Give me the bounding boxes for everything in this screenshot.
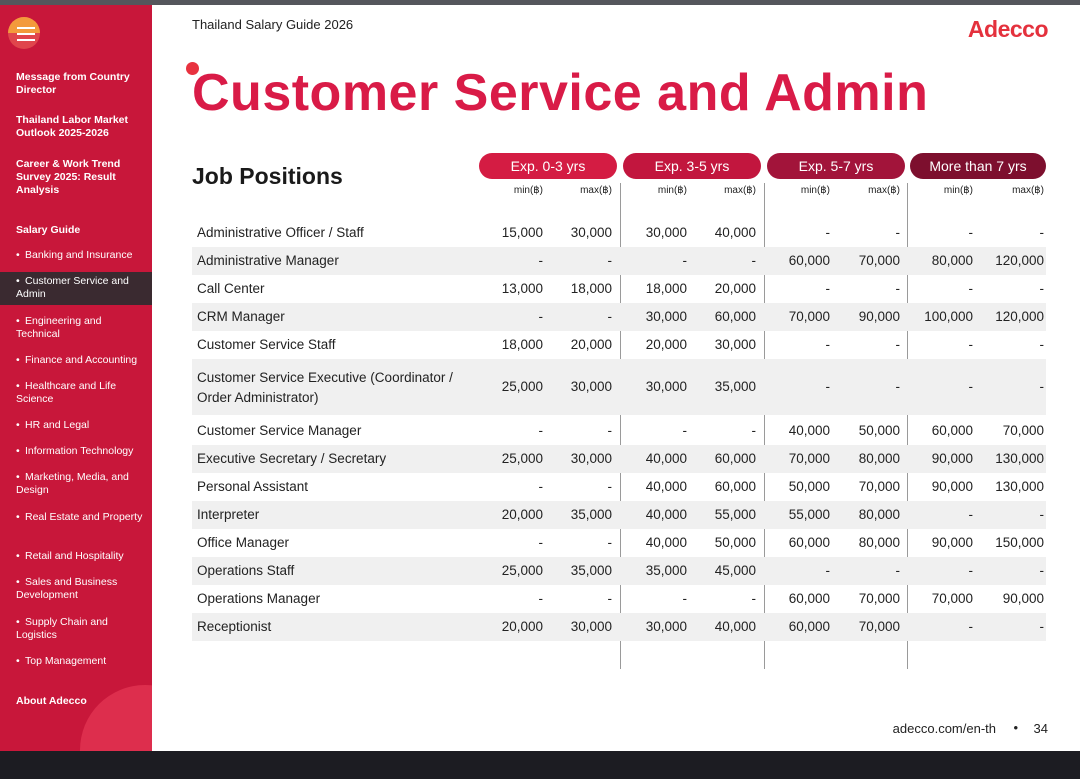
salary-cell: 80,000 [858, 451, 900, 466]
min-column-header: min(฿) [943, 185, 973, 196]
salary-cell: 60,000 [788, 591, 830, 606]
sidebar-item-label: Real Estate and Property [25, 511, 143, 523]
document-header: Thailand Salary Guide 2026 [192, 17, 354, 32]
bullet-icon: • [16, 249, 20, 261]
salary-cell: 60,000 [714, 479, 756, 494]
bullet-icon: • [16, 445, 20, 457]
bullet-icon: • [16, 471, 20, 483]
job-position: Customer Service Manager [197, 423, 362, 438]
salary-cell: 60,000 [788, 535, 830, 550]
table-row [192, 473, 1046, 501]
sidebar-item-label: Marketing, Media, and Design [16, 471, 129, 496]
sidebar-item-label: Sales and Business Development [16, 576, 118, 601]
salary-cell: 120,000 [995, 309, 1044, 324]
job-position: Call Center [197, 281, 265, 296]
salary-cell: 60,000 [714, 309, 756, 324]
salary-cell: 100,000 [924, 309, 973, 324]
sidebar-item[interactable] [0, 249, 152, 262]
bullet-icon: • [16, 419, 20, 431]
adecco-logo: Adecco [967, 16, 1048, 42]
sidebar-item-label: HR and Legal [25, 419, 90, 431]
salary-cell: 150,000 [995, 535, 1044, 550]
bullet-icon: • [16, 655, 20, 667]
salary-cell: - [895, 225, 900, 240]
salary-cell: 120,000 [995, 253, 1044, 268]
salary-cell: - [968, 619, 973, 634]
salary-cell: 40,000 [645, 535, 687, 550]
bullet-icon: • [16, 380, 20, 392]
salary-cell: - [825, 337, 830, 352]
salary-cell: 15,000 [501, 225, 543, 240]
page [152, 5, 1080, 751]
salary-cell: 13,000 [501, 281, 543, 296]
sidebar-item-label: Career & Work Trend Survey 2025: Result Analysis [16, 158, 121, 196]
table-row [192, 585, 1046, 613]
salary-cell: - [1039, 337, 1044, 352]
salary-cell: - [825, 563, 830, 578]
job-position: Office Manager [197, 535, 290, 550]
salary-cell: 35,000 [645, 563, 687, 578]
sidebar-item-label: About Adecco [16, 695, 87, 707]
table-row [192, 417, 1046, 445]
salary-cell: - [895, 337, 900, 352]
salary-cell: - [607, 479, 612, 494]
salary-cell: 40,000 [788, 423, 830, 438]
salary-cell: 30,000 [570, 225, 612, 240]
sidebar-item-label: Message from Country Director [16, 71, 130, 96]
salary-cell: 35,000 [570, 507, 612, 522]
job-position: Interpreter [197, 507, 260, 522]
salary-cell: 70,000 [858, 253, 900, 268]
footer-separator: • [1013, 720, 1018, 735]
salary-cell: 90,000 [931, 451, 973, 466]
salary-cell: - [1039, 225, 1044, 240]
job-position: Executive Secretary / Secretary [197, 451, 387, 466]
salary-cell: 25,000 [501, 563, 543, 578]
sidebar-item[interactable] [0, 419, 152, 432]
bullet-icon: • [16, 354, 20, 366]
job-position: CRM Manager [197, 309, 285, 324]
salary-cell: - [538, 535, 543, 550]
salary-cell: 40,000 [645, 507, 687, 522]
salary-cell: - [607, 591, 612, 606]
page-number: 34 [1033, 721, 1048, 736]
salary-cell: 30,000 [645, 309, 687, 324]
salary-cell: 130,000 [995, 479, 1044, 494]
salary-cell: 20,000 [501, 619, 543, 634]
salary-cell: 80,000 [858, 507, 900, 522]
job-position: Customer Service Executive (Coordinator / Order Administrator) [197, 370, 453, 405]
table-row [192, 529, 1046, 557]
sidebar-item[interactable] [0, 445, 152, 458]
experience-band-header: Exp. 3-5 yrs [623, 153, 761, 179]
sidebar-item[interactable] [0, 695, 152, 708]
salary-cell: 90,000 [931, 535, 973, 550]
sidebar [0, 5, 152, 751]
sidebar-item-label: Healthcare and Life Science [16, 380, 117, 405]
salary-cell: - [895, 281, 900, 296]
salary-cell: - [968, 563, 973, 578]
job-position: Administrative Officer / Staff [197, 225, 364, 240]
salary-cell: - [607, 423, 612, 438]
salary-cell: 90,000 [858, 309, 900, 324]
salary-cell: 18,000 [501, 337, 543, 352]
sidebar-item-label: Supply Chain and Logistics [16, 616, 108, 641]
salary-cell: 70,000 [788, 451, 830, 466]
sidebar-item-label: Customer Service and Admin [16, 275, 129, 300]
salary-cell: - [895, 379, 900, 394]
min-column-header: min(฿) [800, 185, 830, 196]
page-title: Customer Service and Admin [192, 64, 929, 122]
salary-cell: 55,000 [714, 507, 756, 522]
job-position: Administrative Manager [197, 253, 339, 268]
salary-cell: 70,000 [788, 309, 830, 324]
salary-cell: - [607, 309, 612, 324]
sidebar-item[interactable] [0, 380, 152, 406]
job-position: Receptionist [197, 619, 272, 634]
salary-cell: - [1039, 379, 1044, 394]
salary-cell: 30,000 [714, 337, 756, 352]
salary-cell: - [538, 253, 543, 268]
salary-cell: 70,000 [931, 591, 973, 606]
sidebar-item[interactable] [0, 511, 152, 524]
table-row [192, 275, 1046, 303]
table-row [192, 557, 1046, 585]
salary-cell: 20,000 [501, 507, 543, 522]
salary-cell: 25,000 [501, 379, 543, 394]
table-row [192, 501, 1046, 529]
job-position: Customer Service Staff [197, 337, 336, 352]
bullet-icon: • [16, 315, 20, 327]
salary-cell: 70,000 [858, 619, 900, 634]
sidebar-item-label: Top Management [25, 655, 107, 667]
salary-cell: 60,000 [931, 423, 973, 438]
salary-cell: 55,000 [788, 507, 830, 522]
salary-cell: 30,000 [645, 379, 687, 394]
salary-cell: 90,000 [1002, 591, 1044, 606]
experience-band-header: Exp. 5-7 yrs [767, 153, 905, 179]
job-position: Personal Assistant [197, 479, 309, 494]
salary-cell: 40,000 [645, 479, 687, 494]
max-column-header: max(฿) [724, 185, 756, 196]
salary-cell: 60,000 [714, 451, 756, 466]
salary-cell: - [538, 591, 543, 606]
salary-cell: 18,000 [570, 281, 612, 296]
sidebar-item[interactable] [0, 158, 152, 197]
salary-cell: 70,000 [858, 591, 900, 606]
salary-cell: - [1039, 563, 1044, 578]
salary-cell: - [968, 281, 973, 296]
bullet-icon: • [16, 576, 20, 588]
salary-cell: 30,000 [570, 379, 612, 394]
sidebar-item[interactable] [0, 616, 152, 642]
salary-cell: 30,000 [570, 451, 612, 466]
salary-cell: 60,000 [788, 253, 830, 268]
sidebar-item[interactable] [0, 471, 152, 497]
salary-cell: 70,000 [1002, 423, 1044, 438]
salary-cell: - [751, 591, 756, 606]
job-position: Operations Manager [197, 591, 321, 606]
salary-cell: - [825, 281, 830, 296]
salary-cell: 70,000 [858, 479, 900, 494]
experience-band-header: More than 7 yrs [910, 153, 1046, 179]
min-column-header: min(฿) [657, 185, 687, 196]
salary-cell: 18,000 [645, 281, 687, 296]
table-row [192, 247, 1046, 275]
salary-cell: 130,000 [995, 451, 1044, 466]
table-row [192, 219, 1046, 247]
sidebar-item[interactable] [0, 272, 152, 305]
sidebar-item[interactable] [0, 655, 152, 668]
salary-cell: - [968, 337, 973, 352]
sidebar-item[interactable] [0, 114, 152, 140]
salary-cell: - [968, 379, 973, 394]
salary-cell: - [682, 253, 687, 268]
salary-cell: - [607, 253, 612, 268]
salary-cell: 45,000 [714, 563, 756, 578]
salary-cell: - [968, 225, 973, 240]
salary-cell: 30,000 [570, 619, 612, 634]
salary-cell: 35,000 [570, 563, 612, 578]
bullet-icon: • [16, 550, 20, 562]
salary-cell: - [607, 535, 612, 550]
sidebar-item[interactable] [0, 315, 152, 341]
salary-cell: - [1039, 619, 1044, 634]
table-row [192, 613, 1046, 641]
salary-cell: 40,000 [714, 619, 756, 634]
salary-cell: 90,000 [931, 479, 973, 494]
salary-cell: 40,000 [645, 451, 687, 466]
salary-cell: - [751, 253, 756, 268]
table-row [192, 359, 1046, 415]
salary-cell: 20,000 [645, 337, 687, 352]
salary-cell: 50,000 [858, 423, 900, 438]
salary-cell: 20,000 [570, 337, 612, 352]
salary-cell: - [825, 225, 830, 240]
salary-cell: - [538, 479, 543, 494]
salary-cell: 40,000 [714, 225, 756, 240]
table-row [192, 303, 1046, 331]
table-row [192, 331, 1046, 359]
salary-cell: 80,000 [858, 535, 900, 550]
salary-cell: 35,000 [714, 379, 756, 394]
salary-cell: - [1039, 281, 1044, 296]
sidebar-item[interactable] [0, 550, 152, 563]
bullet-icon: • [16, 616, 20, 628]
salary-cell: - [751, 423, 756, 438]
salary-cell: - [825, 379, 830, 394]
salary-cell: - [895, 563, 900, 578]
sidebar-item-label: Finance and Accounting [25, 354, 138, 366]
job-position: Operations Staff [197, 563, 295, 578]
sidebar-item-label: Thailand Labor Market Outlook 2025-2026 [16, 114, 129, 139]
salary-cell: 25,000 [501, 451, 543, 466]
salary-cell: 80,000 [931, 253, 973, 268]
sidebar-item-label: Banking and Insurance [25, 249, 133, 261]
table-heading: Job Positions [192, 163, 343, 189]
bullet-icon: • [16, 511, 20, 523]
salary-cell: - [1039, 507, 1044, 522]
sidebar-item[interactable] [0, 354, 152, 367]
salary-cell: 50,000 [788, 479, 830, 494]
sidebar-item-label: Retail and Hospitality [25, 550, 124, 562]
salary-cell: - [538, 423, 543, 438]
min-column-header: min(฿) [513, 185, 543, 196]
salary-cell: 50,000 [714, 535, 756, 550]
salary-cell: - [682, 591, 687, 606]
footer-url[interactable]: adecco.com/en-th [892, 721, 996, 736]
sidebar-item-label: Information Technology [25, 445, 134, 457]
experience-band-header: Exp. 0-3 yrs [479, 153, 617, 179]
sidebar-item[interactable] [0, 576, 152, 602]
max-column-header: max(฿) [868, 185, 900, 196]
sidebar-item-label: Engineering and Technical [16, 315, 102, 340]
max-column-header: max(฿) [580, 185, 612, 196]
salary-cell: 20,000 [714, 281, 756, 296]
sidebar-item[interactable] [0, 224, 152, 237]
table-row [192, 445, 1046, 473]
salary-cell: - [538, 309, 543, 324]
salary-cell: 30,000 [645, 619, 687, 634]
sidebar-item-label: Salary Guide [16, 224, 81, 236]
bullet-icon: • [16, 275, 20, 287]
salary-cell: - [968, 507, 973, 522]
salary-cell: 30,000 [645, 225, 687, 240]
salary-cell: - [682, 423, 687, 438]
menu-icon[interactable] [8, 17, 40, 49]
max-column-header: max(฿) [1012, 185, 1044, 196]
salary-cell: 60,000 [788, 619, 830, 634]
sidebar-item[interactable] [0, 71, 152, 97]
